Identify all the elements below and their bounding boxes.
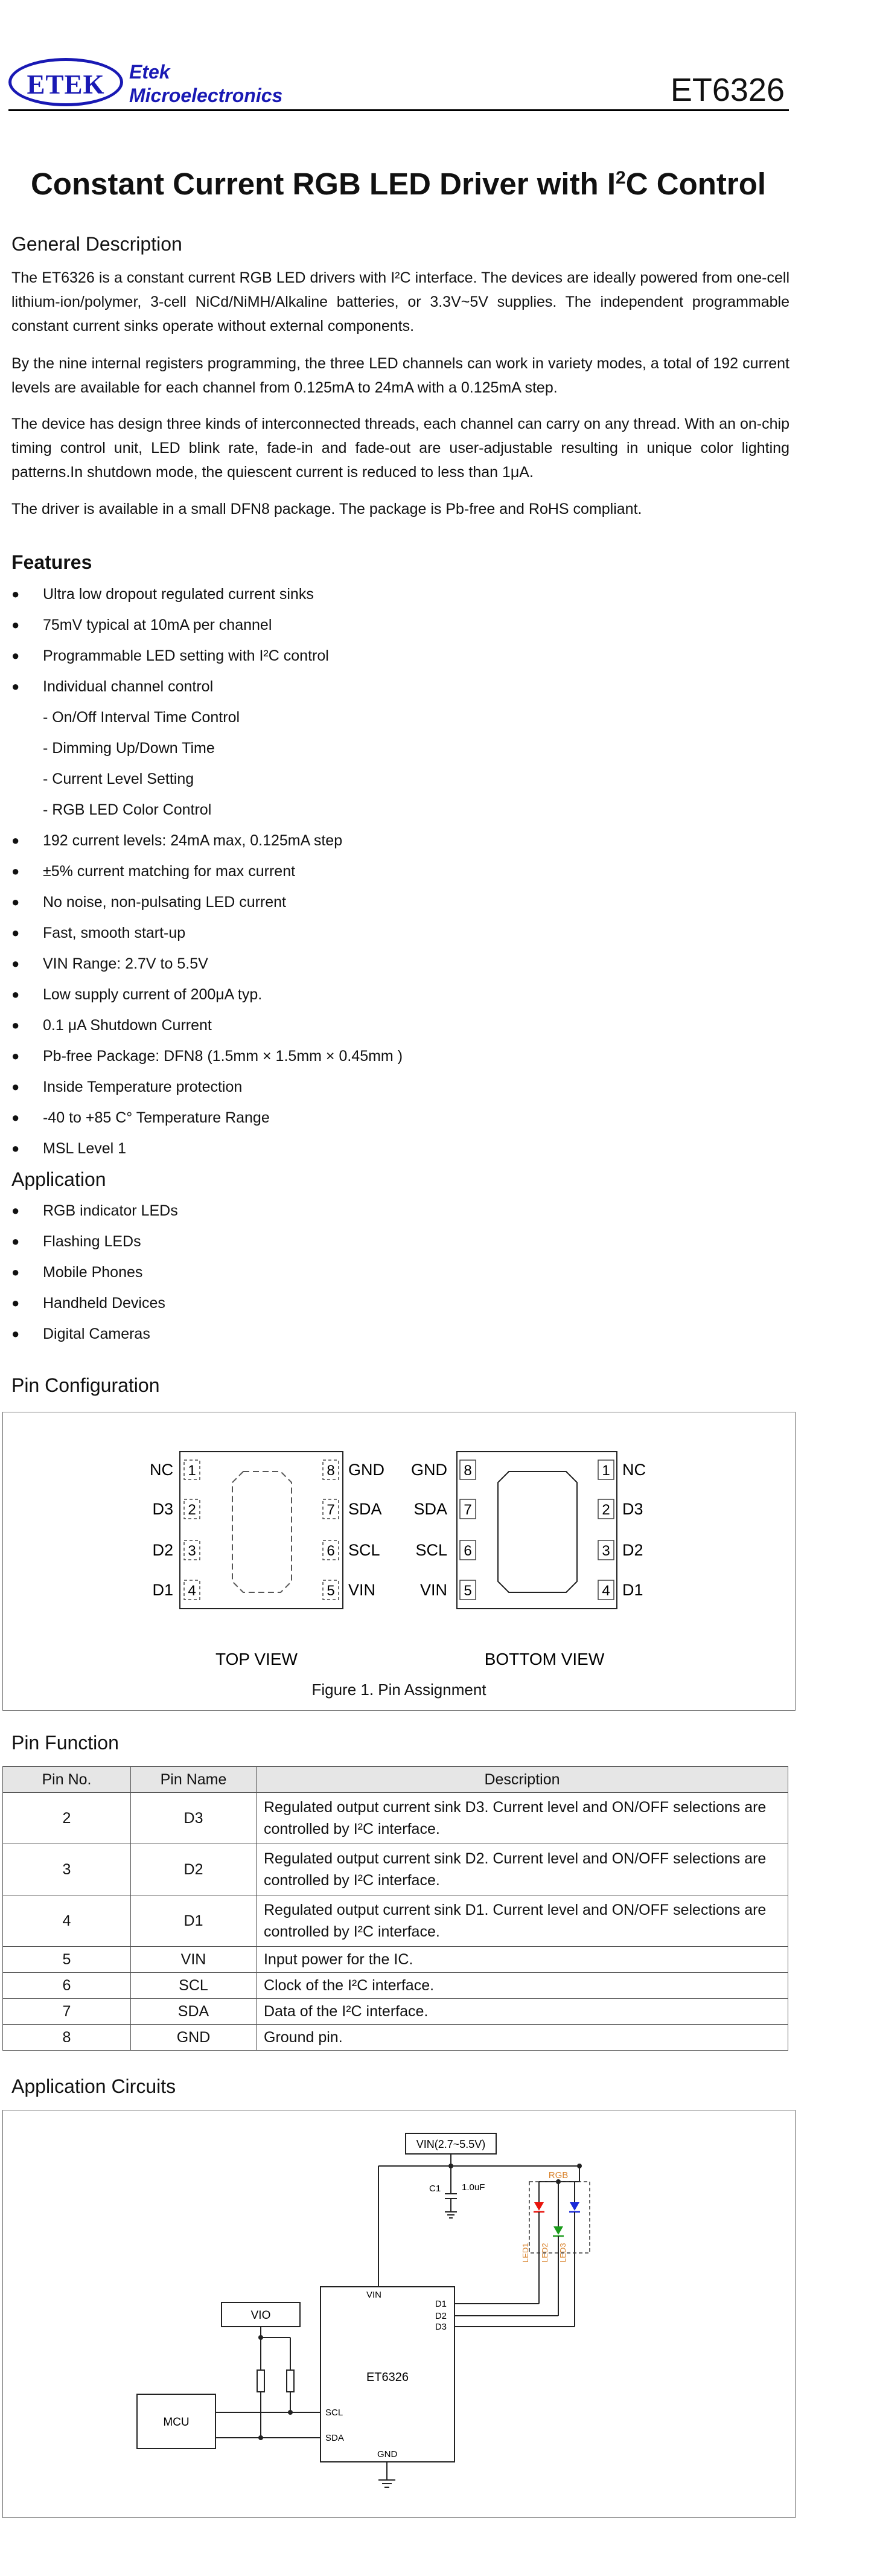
- pin-name: SDA: [413, 1500, 447, 1518]
- pin-number: 6: [327, 1543, 335, 1559]
- capacitor-ref: C1: [429, 2184, 441, 2194]
- pin-number-cell: 4: [3, 1895, 131, 1947]
- pin-number-cell: 8: [3, 2025, 131, 2051]
- pin-diagram: [3, 1412, 796, 1711]
- pin-number: 7: [327, 1502, 335, 1518]
- bullet-icon: ●: [11, 679, 20, 694]
- title-suffix: C Control: [625, 167, 767, 201]
- bullet-icon: ●: [11, 894, 20, 909]
- pin-number: 1: [602, 1463, 610, 1479]
- description-paragraph: The driver is available in a small DFN8 package. The package is Pb-free and RoHS compliant.: [11, 501, 642, 517]
- bullet-icon: ●: [11, 1234, 20, 1249]
- bullet-icon: ●: [11, 1264, 20, 1280]
- pin-description-cell: Clock of the I²C interface.: [257, 1973, 788, 1999]
- table-row: [3, 1895, 788, 1947]
- ic-pin-scl: SCL: [325, 2408, 343, 2418]
- red-led: [534, 2195, 544, 2224]
- pin-number: 5: [327, 1583, 335, 1599]
- application-text: Digital Cameras: [43, 1325, 150, 1342]
- bottom-view-package: [457, 1452, 617, 1609]
- pin-description-cell: Input power for the IC.: [257, 1947, 788, 1973]
- pin-name-cell: SCL: [131, 1973, 257, 1999]
- ic-name: ET6326: [366, 2371, 409, 2384]
- bullet-icon: ●: [11, 1017, 20, 1033]
- feature-text: Ultra low dropout regulated current sinks: [43, 586, 314, 603]
- pin-function-heading: Pin Function: [11, 1732, 119, 1754]
- logo-text: ETEK: [27, 69, 105, 100]
- table-row: [3, 2025, 788, 2051]
- column-header: Pin Name: [131, 1767, 257, 1793]
- feature-text: Individual channel control: [43, 678, 214, 695]
- application-circuits-heading: Application Circuits: [11, 2075, 176, 2097]
- pin-name: D1: [622, 1581, 643, 1599]
- feature-text: MSL Level 1: [43, 1140, 127, 1157]
- feature-text: Low supply current of 200μA typ.: [43, 986, 263, 1003]
- pin-number: 2: [602, 1502, 610, 1518]
- pin-number: 6: [464, 1543, 472, 1559]
- brand-line-2: Microelectronics: [129, 85, 283, 106]
- pin-number-cell: 2: [3, 1793, 131, 1844]
- pin-name: SDA: [348, 1500, 382, 1518]
- bullet-icon: ●: [11, 1079, 20, 1094]
- pin-name-cell: D2: [131, 1844, 257, 1895]
- application-text: Flashing LEDs: [43, 1233, 141, 1250]
- description-paragraph: By the nine internal registers programming, the three LED channels can work in variety modes, a total of 192 current levels are available for each channel from 0.125mA to 24mA with a 0.125mA step.: [11, 355, 789, 396]
- capacitor-value: 1.0uF: [462, 2182, 485, 2193]
- pullup-resistor-sda: [257, 2370, 264, 2392]
- bullet-icon: ●: [11, 617, 20, 632]
- feature-text: 75mV typical at 10mA per channel: [43, 617, 272, 633]
- feature-text: Inside Temperature protection: [43, 1078, 243, 1095]
- bullet-icon: ●: [11, 1141, 20, 1156]
- mcu-label: MCU: [163, 2416, 190, 2429]
- column-header: Description: [257, 1767, 788, 1793]
- pin-name: GND: [411, 1461, 447, 1479]
- led-label: LED2: [540, 2243, 549, 2263]
- application-text: Mobile Phones: [43, 1264, 143, 1281]
- pin-number-cell: 7: [3, 1999, 131, 2025]
- pin-description-cell: Ground pin.: [257, 2025, 788, 2051]
- top-view-package: [180, 1452, 343, 1609]
- bullet-icon: ●: [11, 833, 20, 848]
- table-header-row: [3, 1767, 788, 1793]
- pin-name: D2: [152, 1541, 173, 1559]
- bullet-icon: ●: [11, 586, 20, 601]
- pin-name: SCL: [415, 1541, 447, 1559]
- pin-name-cell: GND: [131, 2025, 257, 2051]
- ic-pin-vin: VIN: [366, 2290, 382, 2300]
- pin-number: 3: [602, 1543, 610, 1559]
- feature-text: No noise, non-pulsating LED current: [43, 894, 287, 911]
- green-led: [553, 2220, 564, 2247]
- pin-number: 4: [602, 1583, 610, 1599]
- bullet-icon: ●: [11, 1048, 20, 1063]
- header-divider: [8, 109, 789, 111]
- description-paragraph: The ET6326 is a constant current RGB LED drivers with I²C interface. The devices are ideally powered from one-cell lithium-ion/polymer, 3-cell NiCd/NiMH/Alkaline batteries, or 3.3V~5V supplies. The independent programmable constant current sinks operate without external components.: [11, 269, 789, 335]
- pin-name: D3: [152, 1500, 173, 1518]
- bullet-icon: ●: [11, 1203, 20, 1218]
- pin-number: 7: [464, 1502, 472, 1518]
- bullet-icon: ●: [11, 1110, 20, 1125]
- feature-sub-item: - Current Level Setting: [43, 771, 194, 787]
- general-description-heading: General Description: [11, 233, 182, 255]
- pin-name-cell: D1: [131, 1895, 257, 1947]
- feature-text: Pb-free Package: DFN8 (1.5mm × 1.5mm × 0.45mm ): [43, 1048, 403, 1065]
- table-row: [3, 1844, 788, 1895]
- pin-number: 8: [327, 1463, 335, 1479]
- feature-text: 192 current levels: 24mA max, 0.125mA step: [43, 832, 343, 849]
- bullet-icon: ●: [11, 925, 20, 940]
- pullup-resistor-scl: [287, 2370, 294, 2392]
- pin-name-cell: SDA: [131, 1999, 257, 2025]
- pin-description-cell: Data of the I²C interface.: [257, 1999, 788, 2025]
- ic-pin-sda: SDA: [325, 2433, 344, 2443]
- ic-pin-d3: D3: [435, 2322, 447, 2332]
- vio-label: VIO: [250, 2309, 271, 2322]
- pin-number: 2: [188, 1502, 196, 1518]
- table-row: [3, 1999, 788, 2025]
- pin-number-cell: 5: [3, 1947, 131, 1973]
- part-number: ET6326: [670, 72, 785, 108]
- bullet-icon: ●: [11, 648, 20, 663]
- pin-number: 5: [464, 1583, 472, 1599]
- description-paragraph: The device has design three kinds of interconnected threads, each channel can carry on any thread. With an on-chip timing control unit, LED blink rate, fade-in and fade-out are user-adjustable resulting in unique color lighting patterns.In shutdown mode, the quiescent current is reduced to less than 1μA.: [11, 415, 789, 481]
- pin-number-cell: 6: [3, 1973, 131, 1999]
- pin-number-cell: 3: [3, 1844, 131, 1895]
- table-row: [3, 1947, 788, 1973]
- vin-label: VIN(2.7~5.5V): [416, 2138, 486, 2150]
- pin-name: D2: [622, 1541, 643, 1559]
- bullet-icon: ●: [11, 956, 20, 971]
- feature-text: VIN Range: 2.7V to 5.5V: [43, 955, 208, 972]
- ic-pin-d1: D1: [435, 2299, 447, 2309]
- bullet-icon: ●: [11, 1326, 20, 1341]
- feature-text: -40 to +85 C° Temperature Range: [43, 1109, 270, 1126]
- brand-line-1: Etek: [129, 61, 170, 83]
- feature-sub-item: - On/Off Interval Time Control: [43, 709, 240, 726]
- led-label: LED1: [521, 2243, 530, 2263]
- pin-name: NC: [622, 1461, 646, 1479]
- pin-name: VIN: [348, 1581, 376, 1599]
- pin-name-cell: D3: [131, 1793, 257, 1844]
- ic-pin-gnd: GND: [377, 2449, 398, 2459]
- title-main: Constant Current RGB LED Driver with I: [30, 167, 616, 201]
- application-heading: Application: [11, 1168, 106, 1190]
- top-view-label: TOP VIEW: [215, 1650, 298, 1668]
- feature-text: Programmable LED setting with I²C control: [43, 647, 329, 664]
- pin-name-cell: VIN: [131, 1947, 257, 1973]
- pin-name: D1: [152, 1581, 173, 1599]
- feature-text: ±5% current matching for max current: [43, 863, 296, 880]
- document-title: [0, 166, 797, 202]
- pin-description-cell: Regulated output current sink D1. Current level and ON/OFF selections are controlled by I²C interface.: [257, 1895, 788, 1947]
- pin-number: 1: [188, 1463, 196, 1479]
- application-text: RGB indicator LEDs: [43, 1202, 178, 1219]
- pin-function-table: [2, 1766, 788, 2051]
- pin-name: SCL: [348, 1541, 380, 1559]
- led-label: LED3: [558, 2243, 567, 2263]
- table-row: [3, 1793, 788, 1844]
- table-row: [3, 1973, 788, 1999]
- feature-sub-item: - RGB LED Color Control: [43, 801, 212, 818]
- pin-number: 4: [188, 1583, 196, 1599]
- bullet-icon: ●: [11, 987, 20, 1002]
- pin-name: GND: [348, 1461, 384, 1479]
- application-circuit-schematic: [3, 2110, 796, 2519]
- bullet-icon: ●: [11, 1295, 20, 1310]
- pin-number: 3: [188, 1543, 196, 1559]
- blue-led: [569, 2195, 580, 2224]
- feature-text: Fast, smooth start-up: [43, 924, 186, 941]
- pin-name: VIN: [419, 1581, 447, 1599]
- pin-number: 8: [464, 1463, 472, 1479]
- pin-name: D3: [622, 1500, 643, 1518]
- features-heading: Features: [11, 551, 92, 573]
- etek-logo: [8, 58, 123, 106]
- ic-pin-d2: D2: [435, 2311, 447, 2321]
- rgb-label: RGB: [548, 2170, 569, 2180]
- column-header: Pin No.: [3, 1767, 131, 1793]
- figure-caption: Figure 1. Pin Assignment: [311, 1680, 486, 1699]
- pin-configuration-figure: [2, 1412, 796, 1711]
- feature-sub-item: - Dimming Up/Down Time: [43, 740, 215, 757]
- pin-description-cell: Regulated output current sink D3. Current level and ON/OFF selections are controlled by I²C interface.: [257, 1793, 788, 1844]
- application-circuit-figure: [2, 2110, 796, 2518]
- bottom-view-label: BOTTOM VIEW: [484, 1650, 605, 1668]
- pin-description-cell: Regulated output current sink D2. Current level and ON/OFF selections are controlled by I²C interface.: [257, 1844, 788, 1895]
- pin-name: NC: [150, 1461, 173, 1479]
- pin-configuration-heading: Pin Configuration: [11, 1374, 160, 1396]
- application-text: Handheld Devices: [43, 1295, 165, 1312]
- feature-text: 0.1 μA Shutdown Current: [43, 1017, 212, 1034]
- title-sup: 2: [616, 168, 626, 188]
- bullet-icon: ●: [11, 863, 20, 879]
